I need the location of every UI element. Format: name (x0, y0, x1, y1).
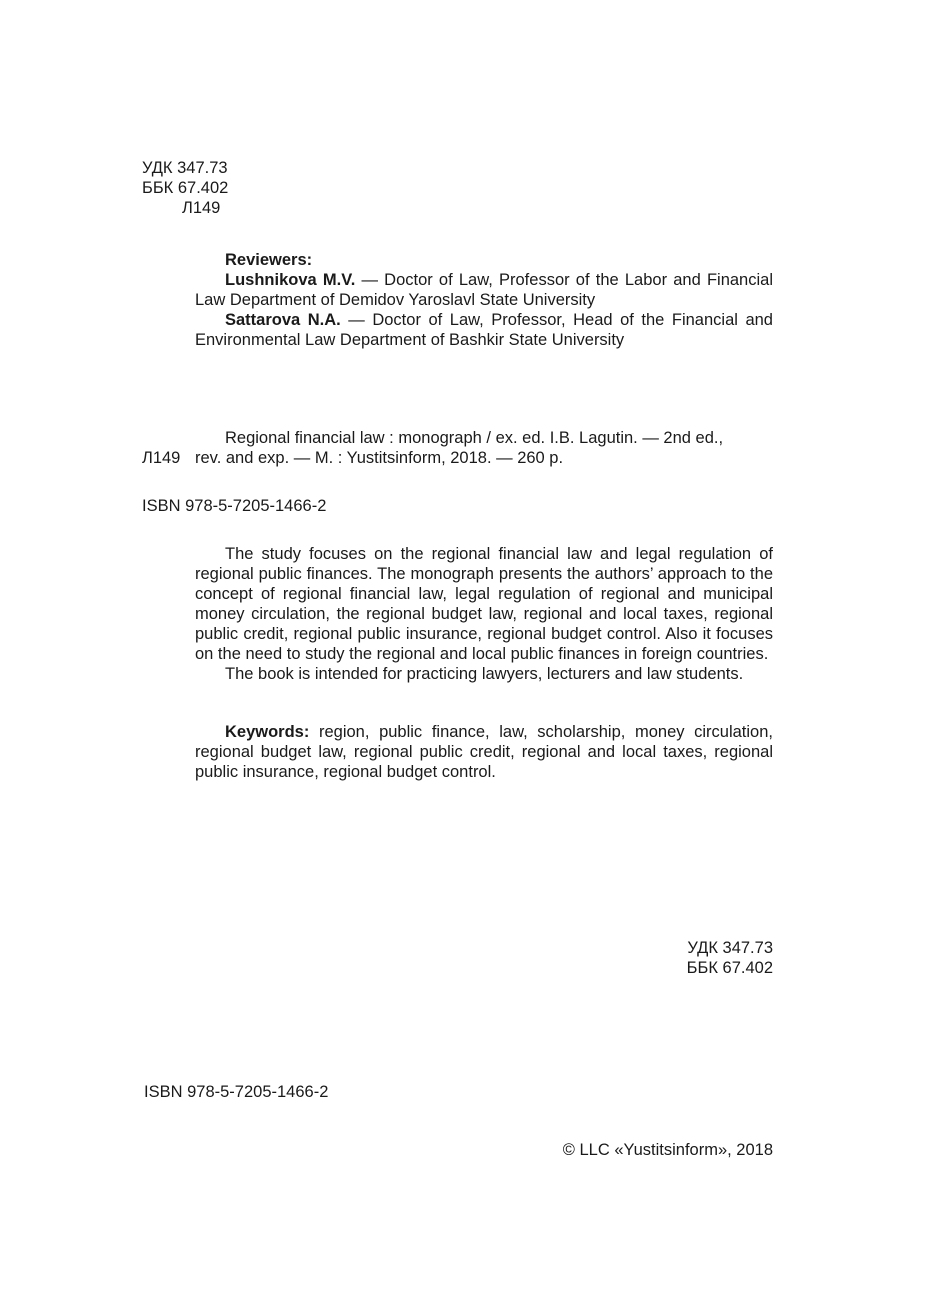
reviewers-heading: Reviewers: (225, 251, 313, 269)
abstract-section (195, 544, 773, 684)
abstract-paragraph: The study focuses on the regional financial law and legal regulation of regional public finances. The monograph presents the authors’ approach to the concept of regional financial law, legal regulation of regional and municipal money circulation, the regional budget law, regional and local taxes, regional public credit, regional public insurance, regional budget control. Also it focuses on the need to study the regional and local public finances in foreign countries. (195, 545, 773, 663)
abstract-paragraph: The book is intended for practicing lawyers, lecturers and law students. (225, 665, 744, 683)
reviewer-entry (195, 310, 773, 350)
reviewer-description: — Doctor of Law, Professor, Head of the Financial and Environmental Law Department of Bashkir State University (195, 311, 773, 349)
keywords-section (195, 722, 773, 782)
keywords-text: region, public finance, law, scholarship, money circulation, regional budget law, regional public credit, regional and local taxes, regional public insurance, regional budget control. (195, 723, 773, 781)
copyright: © LLC «Yustitsinform», 2018 (562, 1141, 773, 1159)
classification-top (142, 158, 228, 218)
udk-code: УДК 347.73 (687, 939, 773, 957)
citation-line-1: Regional financial law : monograph / ex. ed. I.B. Lagutin. — 2nd ed., (225, 429, 724, 447)
author-mark: Л149 (182, 199, 221, 217)
bbk-code: ББК 67.402 (686, 959, 773, 977)
citation-line-2: rev. and exp. — M. : Yustitsinform, 2018. — 260 p. (195, 449, 564, 467)
reviewers-section (195, 250, 773, 350)
reviewer-description: — Doctor of Law, Professor of the Labor and Financial Law Department of Demidov Yaroslavl State University (195, 271, 773, 309)
citation-mark: Л149 (142, 449, 181, 467)
reviewer-entry (195, 270, 773, 310)
isbn-top: ISBN 978-5-7205-1466-2 (142, 497, 327, 515)
udk-code: УДК 347.73 (142, 159, 228, 177)
classification-bottom (573, 938, 773, 978)
bbk-code: ББК 67.402 (142, 179, 229, 197)
keywords-label: Keywords: (225, 723, 310, 741)
reviewer-name: Lushnikova M.V. (225, 271, 356, 289)
reviewer-name: Sattarova N.A. (225, 311, 341, 329)
isbn-bottom: ISBN 978-5-7205-1466-2 (144, 1083, 329, 1101)
